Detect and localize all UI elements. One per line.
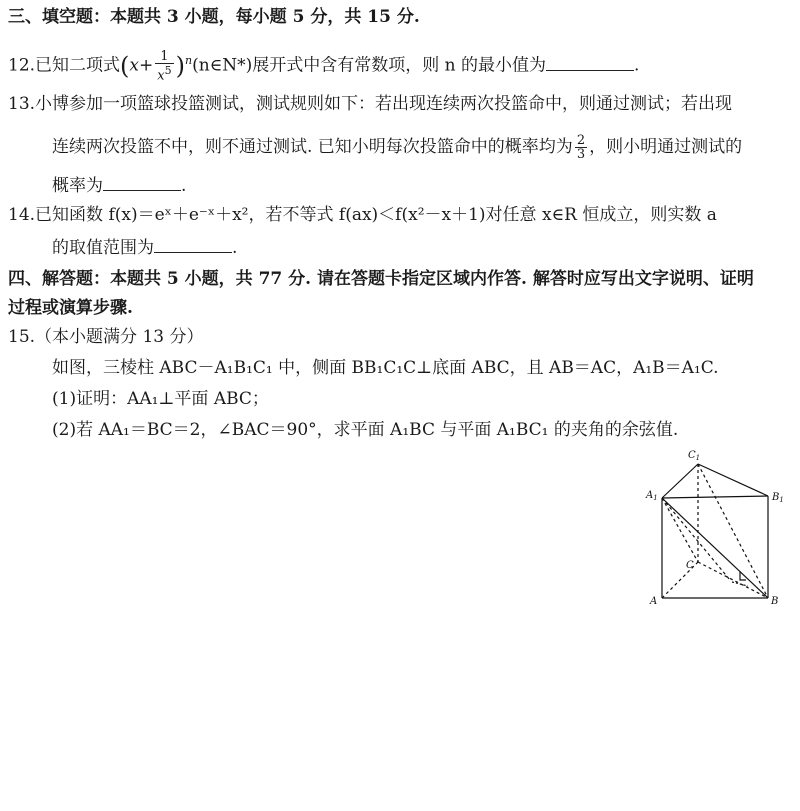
q13-line2-prefix: 连续两次投篮不中，则不通过测试. 已知小明每次投篮命中的概率均为 <box>52 137 573 157</box>
q12-frac-den: x <box>157 68 165 84</box>
question-14-line2 <box>52 236 237 259</box>
q12-number: 12. <box>8 55 36 76</box>
q13-frac-den: 3 <box>576 147 586 162</box>
q13-line3-prefix: 概率为 <box>52 176 103 196</box>
q15-part1: (1)证明：AA₁⊥平面 ABC； <box>52 389 269 409</box>
q14-line2-prefix: 的取值范围为 <box>52 238 154 258</box>
edge-A1-mid <box>662 498 730 580</box>
question-14-line1 <box>8 204 717 226</box>
question-13-line1 <box>8 93 732 115</box>
question-15-header <box>8 326 204 348</box>
edge-A1C <box>662 498 698 562</box>
q15-number: 15. <box>8 327 36 347</box>
label-A1: $A_1$ <box>646 490 658 502</box>
label-A: A <box>650 596 658 607</box>
q14-number: 14. <box>8 205 36 225</box>
q12-answer-blank[interactable] <box>546 54 634 71</box>
prism-figure <box>640 440 790 610</box>
q13-fraction <box>575 134 587 161</box>
q12-left-paren: ( <box>120 52 130 81</box>
q12-fraction <box>155 50 173 82</box>
q12-frac-num: 1 <box>155 50 173 64</box>
q12-condition: (n∈N*) <box>192 55 253 76</box>
q14-answer-blank[interactable] <box>154 236 232 253</box>
q12-power: n <box>184 54 193 68</box>
q15-part2: (2)若 AA₁＝BC＝2，∠BAC＝90°，求平面 A₁BC 与平面 A₁BC₁ 的夹角的余弦值. <box>52 420 679 440</box>
q12-suffix: 展开式中含有常数项，则 n 的最小值为 <box>252 55 547 76</box>
label-B1: $B_1$ <box>772 492 784 504</box>
edge-CB <box>698 562 768 598</box>
label-C: C <box>686 560 694 571</box>
q13-answer-blank[interactable] <box>103 174 181 191</box>
section4-heading-line1: 四、解答题：本题共 5 小题，共 77 分. 请在答题卡指定区域内作答. 解答时应写出文字说明、证明 <box>8 269 754 289</box>
section3-heading: 三、填空题：本题共 3 小题，每小题 5 分，共 15 分. <box>8 7 420 27</box>
section4-heading-line2: 过程或演算步骤. <box>8 298 133 318</box>
question-13-line3 <box>52 174 186 197</box>
q12-frac-den-exp: 5 <box>164 64 172 77</box>
q12-expr-plus: + <box>139 55 154 76</box>
q12-end: . <box>634 55 640 76</box>
question-13-line2 <box>52 134 742 161</box>
label-B: B <box>771 596 779 607</box>
q15-score: （本小题满分 13 分） <box>35 327 204 347</box>
q13-end: . <box>181 176 187 196</box>
q13-frac-num: 2 <box>576 133 586 148</box>
prism-diagram <box>640 440 790 610</box>
edge-A1C1 <box>662 464 698 498</box>
q14-line1: 已知函数 f(x)＝eˣ＋e⁻ˣ＋x²，若不等式 f(ax)＜f(x²－x＋1)对任意 x∈R 恒成立，则实数 a <box>35 205 717 225</box>
q12-right-paren: ) <box>175 52 185 81</box>
edge-perp-mark <box>732 582 748 586</box>
label-C1: $C_1$ <box>688 450 701 462</box>
question-12 <box>8 50 639 82</box>
q13-line1: 小博参加一项篮球投篮测试，测试规则如下：若出现连续两次投篮命中，则通过测试；若出现 <box>35 94 733 114</box>
q12-expr-x: x <box>129 55 140 76</box>
edge-C1B <box>698 464 768 598</box>
q12-prefix: 已知二项式 <box>35 55 121 76</box>
q14-end: . <box>232 238 238 258</box>
q13-number: 13. <box>8 94 36 114</box>
edge-A1B <box>662 498 768 598</box>
edge-C1B1 <box>698 464 768 496</box>
q15-stem: 如图，三棱柱 ABC－A₁B₁C₁ 中，侧面 BB₁C₁C⊥底面 ABC，且 AB＝AC，A₁B＝A₁C. <box>52 358 719 378</box>
q13-line2-suffix: ，则小明通过测试的 <box>589 137 743 157</box>
